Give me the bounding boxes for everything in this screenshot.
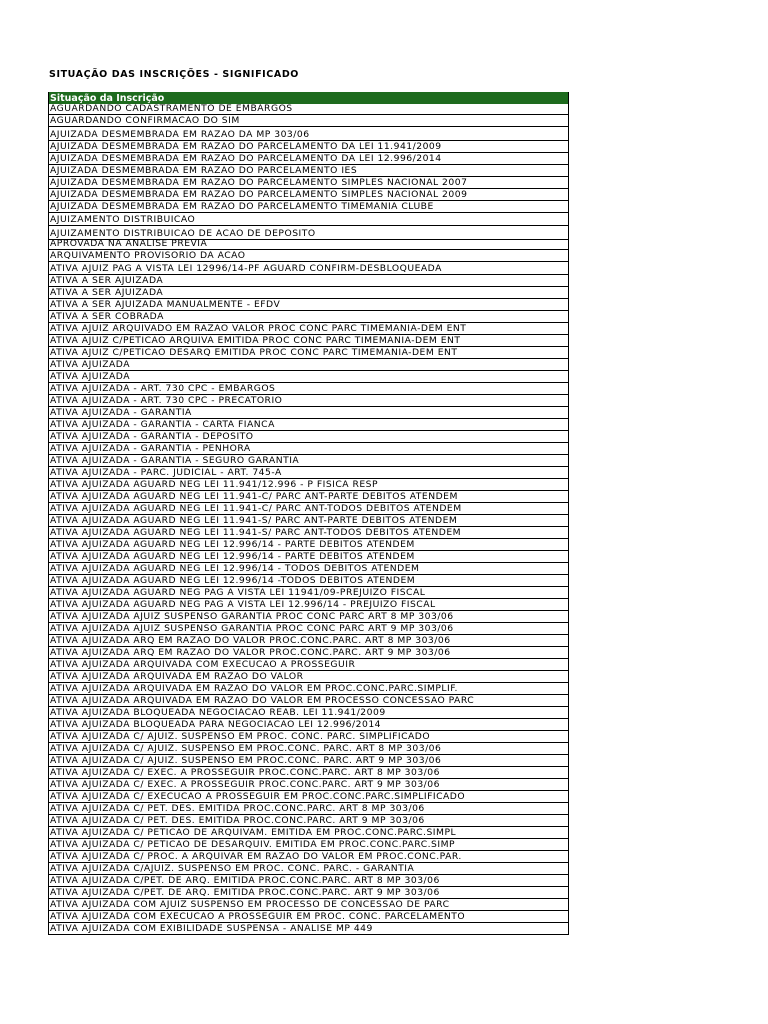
row-label: ATIVA AJUIZADA - GARANTIA [50, 407, 192, 418]
row-label: ATIVA AJUIZADA C/AJUIZ. SUSPENSO EM PROC. CONC. PARC. - GARANTIA [50, 863, 415, 874]
row-label: ATIVA AJUIZADA ARQ EM RAZAO DO VALOR PROC.CONC.PARC. ART 8 MP 303/06 [50, 635, 451, 646]
table-row [49, 563, 568, 575]
row-label: ATIVA AJUIZADA C/ PROC. A ARQUIVAR EM RAZAO DO VALOR EM PROC.CONC.PAR. [50, 851, 462, 862]
table-row [49, 839, 568, 851]
table-row [49, 599, 568, 611]
row-label: AJUIZADA DESMEMBRADA EM RAZAO DO PARCELAMENTO TIMEMANIA CLUBE [50, 201, 434, 212]
row-label: ATIVA A SER AJUIZADA MANUALMENTE - EFDV [50, 299, 281, 310]
row-label: ATIVA AJUIZADA C/ EXECUCAO A PROSSEGUIR EM PROC.CONC.PARC.SIMPLIFICADO [50, 791, 466, 802]
row-label: ATIVA AJUIZADA ARQUIVADA EM RAZAO DO VALOR EM PROCESSO CONCESSAO PARC [50, 695, 475, 706]
row-label: ATIVA AJUIZADA AGUARD NEG LEI 12.996/14 - TODOS DEBITOS ATENDEM [50, 563, 420, 574]
table-row [49, 115, 568, 127]
row-label: ATIVA AJUIZADA C/ AJUIZ. SUSPENSO EM PROC. CONC. PARC. SIMPLIFICADO [50, 731, 431, 742]
table-row [49, 189, 568, 201]
table-row [49, 695, 568, 707]
row-label: ATIVA AJUIZADA C/ PET. DES. EMITIDA PROC.CONC.PARC. ART 9 MP 303/06 [50, 815, 425, 826]
table-row [49, 791, 568, 803]
table-row [49, 827, 568, 839]
table-row [49, 250, 568, 262]
table-row [49, 575, 568, 587]
table-row [49, 803, 568, 815]
table-row [49, 539, 568, 551]
table-row [49, 407, 568, 419]
table-row [49, 863, 568, 875]
row-label: ATIVA AJUIZADA - GARANTIA - SEGURO GARANTIA [50, 455, 300, 466]
table-row [49, 262, 568, 275]
row-label: ATIVA AJUIZADA ARQUIVADA COM EXECUCAO A PROSSEGUIR [50, 659, 356, 670]
table-row [49, 587, 568, 599]
row-label: ATIVA AJUIZADA AJUIZ SUSPENSO GARANTIA PROC CONC PARC ART 9 MP 303/06 [50, 623, 454, 634]
row-label: ATIVA AJUIZADA C/ EXEC. A PROSSEGUIR PROC.CONC.PARC. ART 9 MP 303/06 [50, 779, 440, 790]
row-label: ATIVA AJUIZADA C/ PETICAO DE ARQUIVAM. EMITIDA EM PROC.CONC.PARC.SIMPL [50, 827, 457, 838]
row-label: ATIVA AJUIZADA C/PET. DE ARQ. EMITIDA PROC.CONC.PARC. ART 8 MP 303/06 [50, 875, 440, 886]
row-label: ATIVA AJUIZADA BLOQUEADA NEGOCIACAO REAB. LEI 11.941/2009 [50, 707, 386, 718]
row-label: ATIVA AJUIZADA - GARANTIA - PENHORA [50, 443, 251, 454]
table-row [49, 551, 568, 563]
table-row [49, 141, 568, 153]
table-row [49, 815, 568, 827]
table-row [49, 226, 568, 240]
table-header: Situação da Inscrição [49, 92, 568, 104]
row-label: ATIVA AJUIZADA COM AJUIZ SUSPENSO EM PROCESSO DE CONCESSAO DE PARC [50, 899, 450, 910]
row-label: ATIVA AJUIZADA - PARC. JUDICIAL - ART. 745-A [50, 467, 282, 478]
row-label: ATIVA AJUIZADA ARQ EM RAZAO DO VALOR PROC.CONC.PARC. ART 9 MP 303/06 [50, 647, 451, 658]
table-row [49, 455, 568, 467]
table-row [49, 165, 568, 177]
table-row [49, 623, 568, 635]
row-label: ATIVA AJUIZADA - GARANTIA - CARTA FIANCA [50, 419, 275, 430]
row-label: ATIVA AJUIZADA ARQUIVADA EM RAZAO DO VALOR EM PROC.CONC.PARC.SIMPLIF. [50, 683, 458, 694]
table-row [49, 177, 568, 189]
table-row [49, 851, 568, 863]
table-row [49, 875, 568, 887]
table-row [49, 240, 568, 250]
table-row [49, 323, 568, 335]
table-row [49, 779, 568, 791]
row-label: AJUIZADA DESMEMBRADA EM RAZAO DA MP 303/06 [50, 129, 310, 140]
table-row [49, 743, 568, 755]
table-row [49, 503, 568, 515]
row-label: AJUIZADA DESMEMBRADA EM RAZAO DO PARCELAMENTO DA LEI 12.996/2014 [50, 153, 442, 164]
row-label: ATIVA AJUIZADA - GARANTIA - DEPOSITO [50, 431, 254, 442]
row-label: ATIVA A SER AJUIZADA [50, 287, 164, 298]
table-row [49, 287, 568, 299]
row-label: ATIVA AJUIZADA AGUARD NEG LEI 11.941-C/ PARC ANT-TODOS DEBITOS ATENDEM [50, 503, 462, 514]
row-label: ATIVA AJUIZ C/PETICAO ARQUIVA EMITIDA PROC CONC PARC TIMEMANIA-DEM ENT [50, 335, 461, 346]
row-label: ATIVA AJUIZADA - ART. 730 CPC - PRECATORIO [50, 395, 283, 406]
row-label: ATIVA AJUIZADA AGUARD NEG LEI 12.996/14 - PARTE DEBITOS ATENDEM [50, 551, 415, 562]
table-row [49, 659, 568, 671]
row-label: ATIVA AJUIZADA AGUARD NEG LEI 11.941-C/ PARC ANT-PARTE DEBITOS ATENDEM [50, 491, 458, 502]
table-row [49, 755, 568, 767]
row-label: ATIVA AJUIZADA AGUARD NEG LEI 12.996/14 -TODOS DEBITOS ATENDEM [50, 575, 416, 586]
row-label: ATIVA AJUIZADA C/ AJUIZ. SUSPENSO EM PROC.CONC. PARC. ART 9 MP 303/06 [50, 755, 442, 766]
row-label: AJUIZADA DESMEMBRADA EM RAZAO DO PARCELAMENTO DA LEI 11.941/2009 [50, 141, 442, 152]
row-label: AJUIZADA DESMEMBRADA EM RAZAO DO PARCELAMENTO SIMPLES NACIONAL 2007 [50, 177, 468, 188]
row-label: AJUIZADA DESMEMBRADA EM RAZAO DO PARCELAMENTO SIMPLES NACIONAL 2009 [50, 189, 468, 200]
row-label: ATIVA AJUIZ PAG A VISTA LEI 12996/14-PF AGUARD CONFIRM-DESBLOQUEADA [50, 263, 442, 274]
page-title: SITUAÇÃO DAS INSCRIÇÕES - SIGNIFICADO [49, 69, 299, 80]
row-label: ATIVA AJUIZADA C/ AJUIZ. SUSPENSO EM PROC.CONC. PARC. ART 8 MP 303/06 [50, 743, 442, 754]
table-row [49, 647, 568, 659]
row-label: ATIVA AJUIZADA COM EXIBILIDADE SUSPENSA - ANALISE MP 449 [50, 923, 373, 934]
row-label: ATIVA AJUIZADA [50, 359, 131, 370]
table-row [49, 443, 568, 455]
table-row [49, 611, 568, 623]
table-row [49, 347, 568, 359]
row-label: ATIVA AJUIZADA AGUARD NEG LEI 12.996/14 - PARTE DEBITOS ATENDEM [50, 539, 415, 550]
table-row [49, 767, 568, 779]
row-label: ATIVA AJUIZADA AGUARD NEG LEI 11.941-S/ PARC ANT-PARTE DEBITOS ATENDEM [50, 515, 458, 526]
table-row [49, 899, 568, 911]
table-row [49, 731, 568, 743]
table-row [49, 153, 568, 165]
row-label: ATIVA AJUIZADA AGUARD NEG LEI 11.941/12.996 - P FISICA RESP [50, 479, 379, 490]
table-row [49, 635, 568, 647]
row-label: ARQUIVAMENTO PROVISORIO DA ACAO [50, 250, 246, 261]
table-row [49, 707, 568, 719]
table-row [49, 383, 568, 395]
table-row [49, 299, 568, 311]
table-row [49, 923, 568, 935]
row-label: AJUIZAMENTO DISTRIBUICAO DE ACAO DE DEPOSITO [50, 228, 316, 239]
row-label: ATIVA AJUIZADA AGUARD NEG LEI 11.941-S/ PARC ANT-TODOS DEBITOS ATENDEM [50, 527, 462, 538]
table-row [49, 395, 568, 407]
table-row [49, 683, 568, 695]
row-label: ATIVA AJUIZADA AGUARD NEG PAG A VISTA LEI 11941/09-PREJUIZO FISCAL [50, 587, 426, 598]
table-row [49, 719, 568, 731]
row-label: AJUIZAMENTO DISTRIBUICAO [50, 214, 196, 225]
table-row [49, 419, 568, 431]
row-label: ATIVA AJUIZADA C/PET. DE ARQ. EMITIDA PROC.CONC.PARC. ART 9 MP 303/06 [50, 887, 440, 898]
row-label: ATIVA AJUIZADA C/ PETICAO DE DESARQUIV. EMITIDA EM PROC.CONC.PARC.SIMP [50, 839, 456, 850]
table-row [49, 479, 568, 491]
status-table [48, 92, 569, 935]
row-label: APROVADA NA ANALISE PREVIA [50, 240, 208, 249]
row-label: ATIVA AJUIZADA ARQUIVADA EM RAZAO DO VALOR [50, 671, 304, 682]
row-label: AJUIZADA DESMEMBRADA EM RAZAO DO PARCELAMENTO IES [50, 165, 358, 176]
row-label: ATIVA AJUIZADA - ART. 730 CPC - EMBARGOS [50, 383, 276, 394]
row-label: ATIVA AJUIZADA [50, 371, 131, 382]
row-label: ATIVA AJUIZ C/PETICAO DESARQ EMITIDA PROC CONC PARC TIMEMANIA-DEM ENT [50, 347, 458, 358]
table-row [49, 431, 568, 443]
table-row [49, 371, 568, 383]
row-label: ATIVA AJUIZADA AGUARD NEG PAG A VISTA LEI 12.996/14 - PREJUIZO FISCAL [50, 599, 436, 610]
row-label: ATIVA AJUIZADA C/ EXEC. A PROSSEGUIR PROC.CONC.PARC. ART 8 MP 303/06 [50, 767, 440, 778]
table-row [49, 515, 568, 527]
table-row [49, 359, 568, 371]
row-label: ATIVA AJUIZADA COM EXECUCAO A PROSSEGUIR EM PROC. CONC. PARCELAMENTO [50, 911, 466, 922]
table-row [49, 213, 568, 226]
table-row [49, 491, 568, 503]
row-label: ATIVA A SER AJUIZADA [50, 275, 164, 286]
table-row [49, 911, 568, 923]
row-label: ATIVA AJUIZADA C/ PET. DES. EMITIDA PROC.CONC.PARC. ART 8 MP 303/06 [50, 803, 425, 814]
row-label: ATIVA AJUIZADA AJUIZ SUSPENSO GARANTIA PROC CONC PARC ART 8 MP 303/06 [50, 611, 454, 622]
row-label: AGUARDANDO CONFIRMACAO DO SIM [50, 115, 240, 126]
table-row [49, 201, 568, 213]
table-row [49, 527, 568, 539]
row-label: ATIVA AJUIZADA BLOQUEADA PARA NEGOCIACAO LEI 12.996/2014 [50, 719, 382, 730]
row-label: ATIVA A SER COBRADA [50, 311, 164, 322]
row-label: AGUARDANDO CADASTRAMENTO DE EMBARGOS [50, 104, 293, 114]
table-row [49, 887, 568, 899]
row-label: ATIVA AJUIZ ARQUIVADO EM RAZAO VALOR PROC CONC PARC TIMEMANIA-DEM ENT [50, 323, 467, 334]
table-row [49, 104, 568, 115]
table-row [49, 311, 568, 323]
table-row [49, 671, 568, 683]
table-row [49, 127, 568, 141]
table-row [49, 467, 568, 479]
table-body [49, 104, 568, 935]
table-row [49, 275, 568, 287]
table-row [49, 335, 568, 347]
